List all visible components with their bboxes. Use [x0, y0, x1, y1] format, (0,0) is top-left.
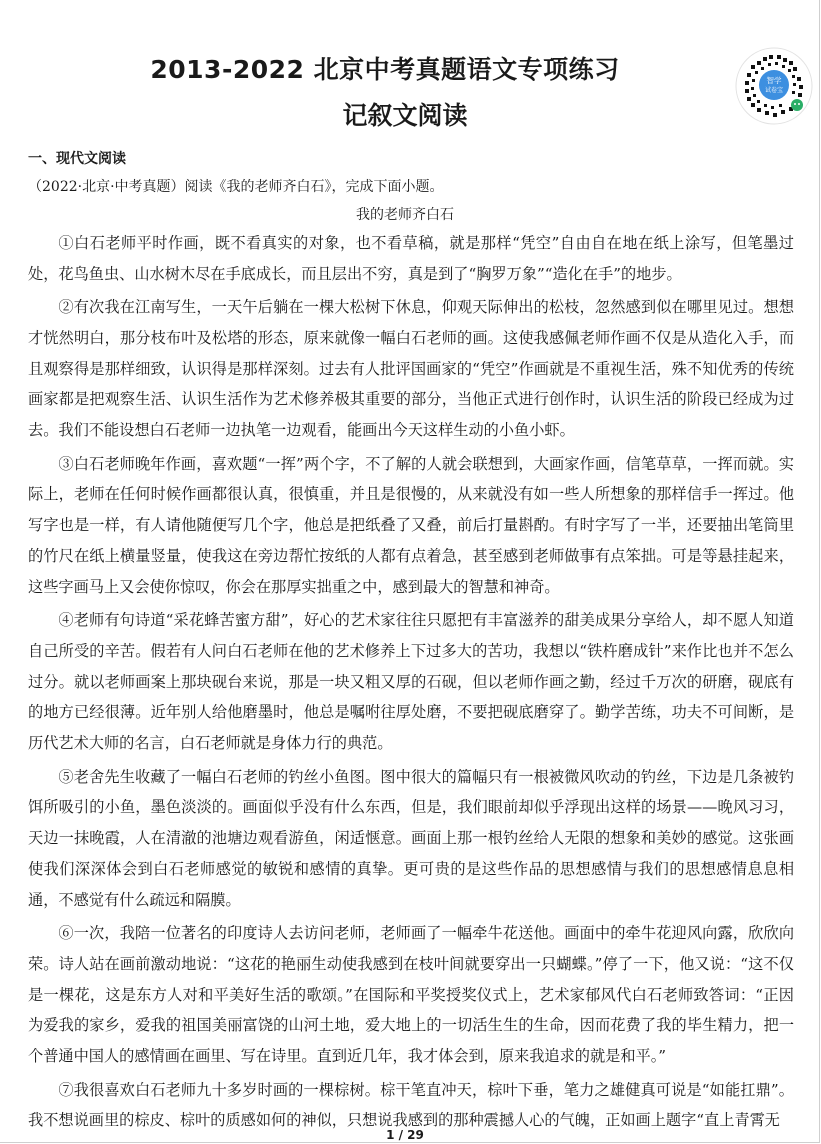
- paragraph-1: ①白石老师平时作画，既不看真实的对象，也不看草稿，就是那样“凭空”自由自在地在纸上涂写，但笔墨过处，花鸟鱼虫、山水树木尽在手底成长，而且层出不穷，真是到了“胸罗万象”“造化在手”的地步。: [28, 234, 794, 283]
- question-intro: （2022·北京·中考真题）阅读《我的老师齐白石》，完成下面小题。: [28, 179, 444, 195]
- qr-badge-line1: 智学: [766, 76, 782, 85]
- paragraph-5: ⑤老舍先生收藏了一幅白石老师的钓丝小鱼图。图中很大的篇幅只有一根被微风吹动的钓丝，下边是几条被钓饵所吸引的小鱼，墨色淡淡的。画面似乎没有什么东西，但是，我们眼前却似乎浮现出这样的场景——晚风习习，天边一抹晚霞，人在清澈的池塘边观看游鱼，闲适惬意。画面上那一根钓丝给人无限的想象和美妙的感觉。这张画使我们深深体会到白石老师感觉的敏锐和感情的真挚。更可贵的是这些作品的思想感情与我们的思想感情息息相通，不感觉有什么疏远和隔膜。: [28, 767, 794, 909]
- section-heading: 一、现代文阅读: [28, 151, 126, 167]
- paragraph-6: ⑥一次，我陪一位著名的印度诗人去访问老师，老师画了一幅牵牛花送他。画面中的牵牛花迎风向露，欣欣向荣。诗人站在画前激动地说：“这花的艳丽生动使我感到在枝叶间就要穿出一只蝴蝶。”停了一下，他又说：“这不仅是一棵花，这是东方人对和平美好生活的歌颂。”在国际和平奖授奖仪式上，艺术家郁风代白石老师致答词：“正因为爱我的家乡，爱我的祖国美丽富饶的山河土地，爱大地上的一切活生生的生命，因而花费了我的毕生精力，把一个普通中国人的感情画在画里、写在诗里。直到近几年，我才体会到，原来我追求的就是和平。”: [28, 924, 794, 1066]
- paragraph-4: ④老师有句诗道“采花蜂苦蜜方甜”，好心的艺术家往往只愿把有丰富滋养的甜美成果分享给人，却不愿人知道自己所受的辛苦。假若有人问白石老师在他的艺术修养上下过多大的苦功，我想以“铁杵磨成针”来作比也并不怎么过分。就以老师画案上那块砚台来说，那是一块又粗又厚的石砚，但以老师作画之勤，经过千万次的研磨，砚底有的地方已经很薄。近年别人给他磨墨时，他总是嘱咐往厚处磨，不要把砚底磨穿了。勤学苦练，功夫不可间断，是历代艺术大师的名言，白石老师就是身体力行的典范。: [28, 611, 794, 753]
- article-title: 我的老师齐白石: [356, 207, 454, 223]
- qr-code-icon[interactable]: [735, 47, 813, 125]
- article-body: [28, 228, 794, 1139]
- page-number: 1 / 29: [386, 1128, 424, 1142]
- paragraph-3: ③白石老师晚年作画，喜欢题“一挥”两个字，不了解的人就会联想到，大画家作画，信笔草草，一挥而就。实际上，老师在任何时候作画都很认真，很慎重，并且是很慢的，从来就没有如一些人所想象的那样信手一挥过。他写字也是一样，有人请他随便写几个字，他总是把纸叠了又叠，前后打量斟酌。有时字写了一半，还要抽出笔筒里的竹尺在纸上横量竖量，使我这在旁边帮忙按纸的人都有点着急，甚至感到老师做事有点笨拙。可是等悬挂起来，这些字画马上又会使你惊叹，你会在那厚实拙重之中，感到最大的智慧和神奇。: [28, 454, 794, 596]
- qr-code-graphic: [735, 47, 813, 125]
- paragraph-7: ⑦我很喜欢白石老师九十多岁时画的一棵棕树。棕干笔直冲天，棕叶下垂，笔力之雄健真可说是“如能扛鼎”。我不想说画里的棕皮、棕叶的质感如何的神似，只想说我感到的那种震撼人心的气魄，正如画上题字“直上青霄无: [28, 1080, 794, 1130]
- paragraph-2: ②有次我在江南写生，一天午后躺在一棵大松树下休息，仰观天际伸出的松枝，忽然感到似在哪里见过。想想才恍然明白，那分枝布叶及松塔的形态，原来就像一幅白石老师的画。这使我感佩老师作画不仅是从造化入手，而且观察得是那样细致，认识得是那样深刻。过去有人批评国画家的“凭空”作画就是不重视生活，殊不知优秀的传统画家都是把观察生活、认识生活作为艺术修养极其重要的部分，当他正式进行创作时，认识生活的阶段已经成为过去。我们不能设想白石老师一边执笔一边观看，能画出今天这样生动的小鱼小虾。: [28, 298, 794, 440]
- qr-badge-line2: 试卷宝: [764, 87, 784, 94]
- page-title: 2013-2022 北京中考真题语文专项练习: [150, 55, 620, 84]
- page-subtitle: 记叙文阅读: [342, 101, 468, 130]
